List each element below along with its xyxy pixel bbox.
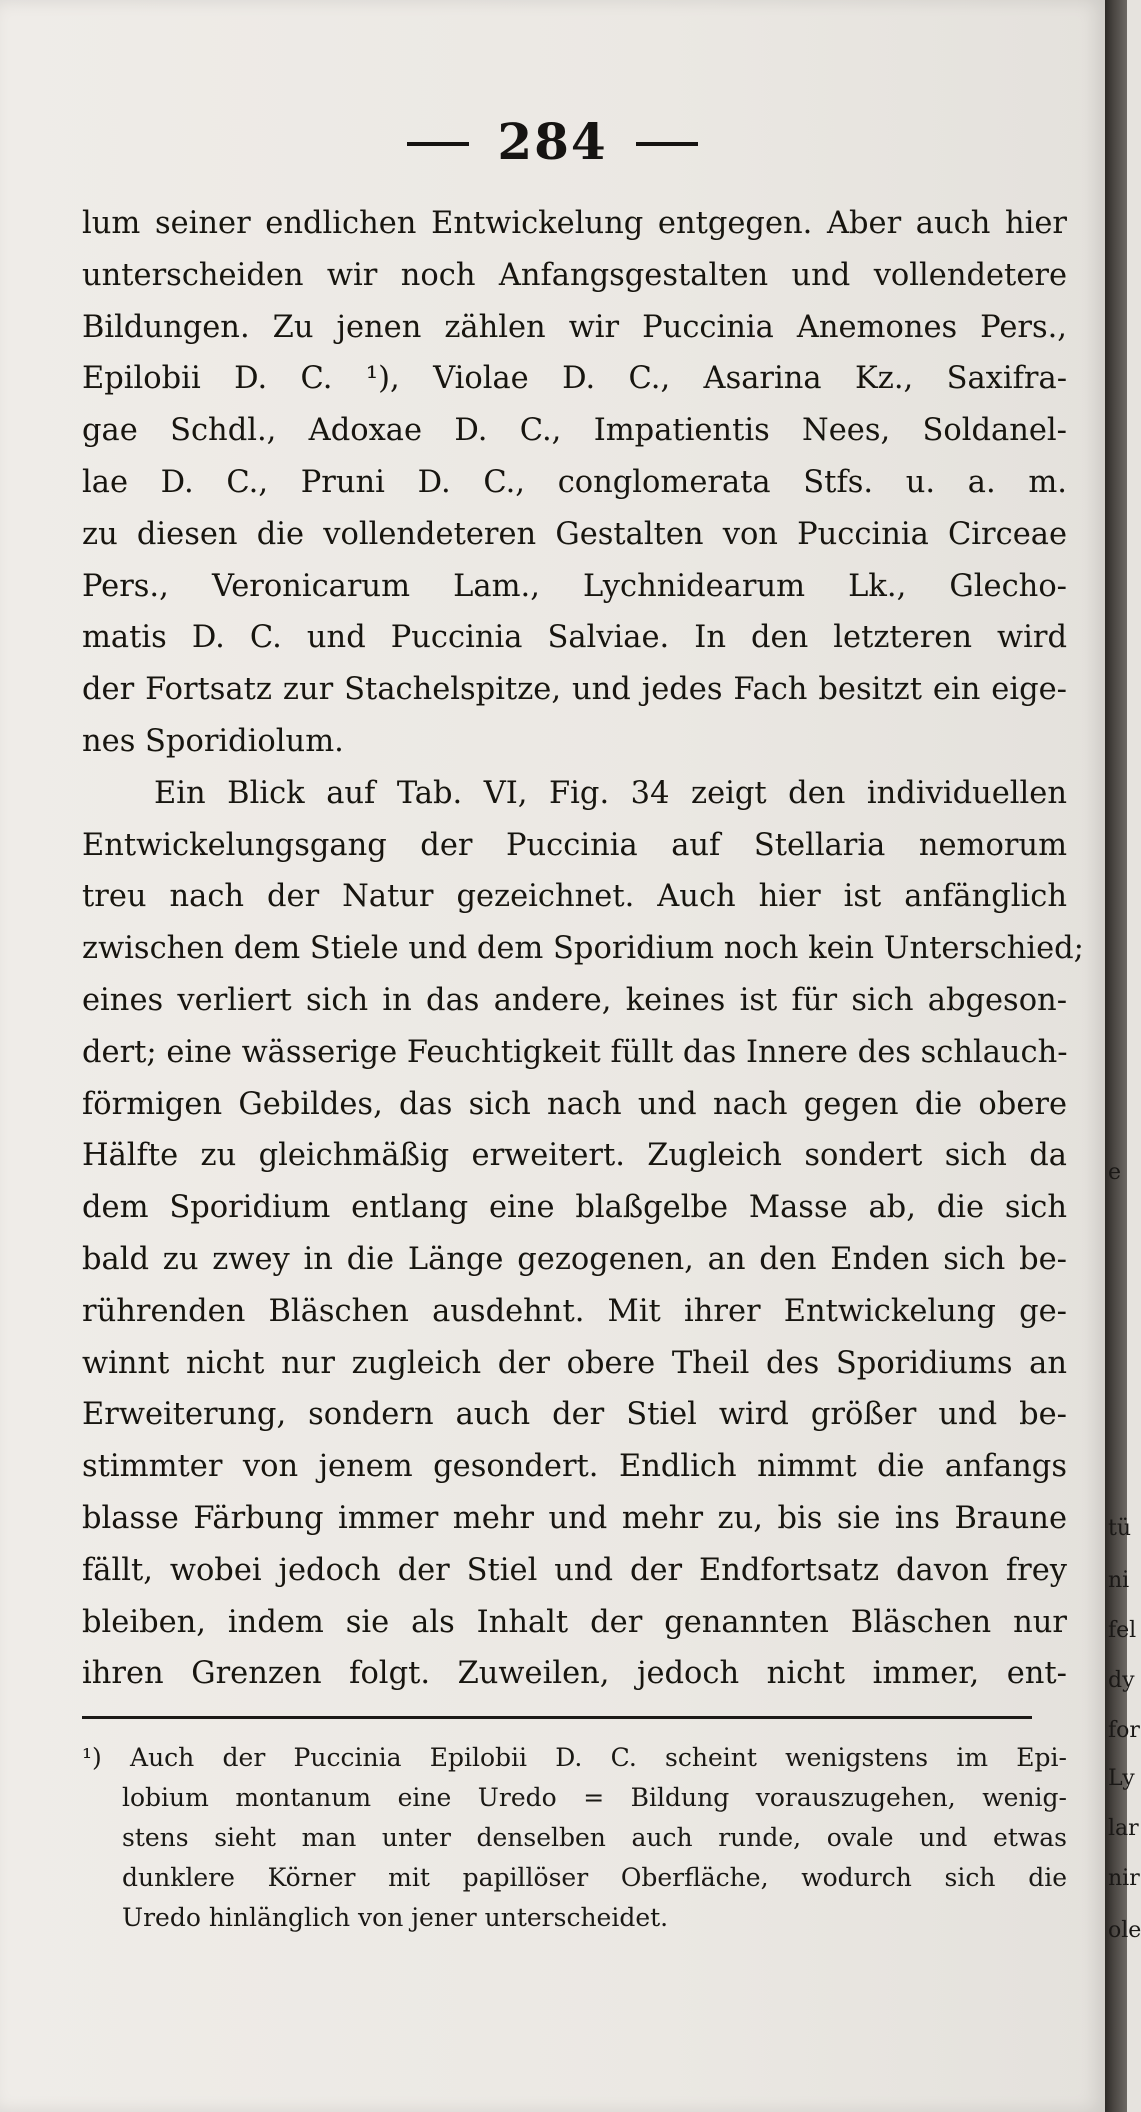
body-line: Hälfte zu gleichmäßig erweitert. Zugleich sondert sich da xyxy=(82,1138,1067,1174)
body-line: bald zu zwey in die Länge gezogenen, an den Enden sich be- xyxy=(82,1241,1067,1277)
body-line: bleiben, indem sie als Inhalt der genannten Bläschen nur xyxy=(82,1604,1067,1640)
header-dash-right xyxy=(636,142,698,146)
body-line: zu diesen die vollendeteren Gestalten von Puccinia Circeae xyxy=(82,516,1067,552)
body-line: zwischen dem Stiele und dem Sporidium noch kein Unterschied; xyxy=(82,931,1084,967)
footnote-rule xyxy=(82,1716,1032,1719)
body-line: stimmter von jenem gesondert. Endlich nimmt die anfangs xyxy=(82,1449,1067,1485)
footnote-line: lobium montanum eine Uredo = Bildung vorauszugehen, wenig- xyxy=(122,1783,1067,1812)
neighbor-page-fragment: for xyxy=(1108,1718,1140,1743)
body-line: blasse Färbung immer mehr und mehr zu, bis sie ins Braune xyxy=(82,1500,1067,1536)
book-gutter xyxy=(1105,0,1141,2112)
page-number: 284 xyxy=(497,112,608,171)
neighbor-page-fragment: e xyxy=(1108,1160,1122,1185)
neighbor-page-fragment: dy xyxy=(1108,1668,1135,1693)
body-line: dert; eine wässerige Feuchtigkeit füllt das Innere des schlauch- xyxy=(82,1034,1068,1070)
neighbor-page-fragment: ole xyxy=(1108,1918,1141,1943)
body-line: dem Sporidium entlang eine blaßgelbe Masse ab, die sich xyxy=(82,1190,1067,1226)
body-line: der Fortsatz zur Stachelspitze, und jedes Fach besitzt ein eige- xyxy=(82,672,1067,708)
neighbor-page-fragment: fel xyxy=(1108,1618,1137,1643)
neighbor-page-fragment: tü xyxy=(1108,1516,1132,1541)
body-line: lae D. C., Pruni D. C., conglomerata Stfs. u. a. m. xyxy=(82,464,1067,500)
footnote-line: dunklere Körner mit papillöser Oberfläche, wodurch sich die xyxy=(122,1863,1067,1892)
body-line: unterscheiden wir noch Anfangsgestalten und vollendetere xyxy=(82,257,1067,293)
body-line: Entwickelungsgang der Puccinia auf Stellaria nemorum xyxy=(82,827,1067,863)
neighbor-page-fragment: Ly xyxy=(1108,1766,1135,1791)
footnote-line: ¹) Auch der Puccinia Epilobii D. C. scheint wenigstens im Epi- xyxy=(82,1743,1067,1772)
body-text xyxy=(82,198,1084,1700)
body-line: treu nach der Natur gezeichnet. Auch hier ist anfänglich xyxy=(82,879,1067,915)
body-line-paragraph-start: Ein Blick auf Tab. VI, Fig. 34 zeigt den individuellen xyxy=(154,775,1067,811)
neighbor-page-fragment: nir xyxy=(1108,1866,1140,1891)
footnote-line: stens sieht man unter denselben auch runde, ovale und etwas xyxy=(122,1823,1067,1852)
body-line: Pers., Veronicarum Lam., Lychnidearum Lk., Glecho- xyxy=(82,568,1067,604)
body-line: ihren Grenzen folgt. Zuweilen, jedoch nicht immer, ent- xyxy=(82,1656,1067,1692)
body-line: lum seiner endlichen Entwickelung entgegen. Aber auch hier xyxy=(82,206,1067,241)
body-line: Erweiterung, sondern auch der Stiel wird größer und be- xyxy=(82,1397,1067,1433)
body-line: fällt, wobei jedoch der Stiel und der Endfortsatz davon frey xyxy=(82,1552,1067,1588)
body-line: winnt nicht nur zugleich der obere Theil des Sporidiums an xyxy=(82,1345,1067,1381)
body-line: förmigen Gebildes, das sich nach und nach gegen die obere xyxy=(82,1086,1067,1122)
body-line: Bildungen. Zu jenen zählen wir Puccinia Anemones Pers., xyxy=(82,309,1067,345)
footnote-line: Uredo hinlänglich von jener unterscheidet. xyxy=(122,1903,669,1932)
header-dash-left xyxy=(407,142,469,146)
body-line: gae Schdl., Adoxae D. C., Impatientis Nees, Soldanel- xyxy=(82,413,1067,449)
body-line: rührenden Bläschen ausdehnt. Mit ihrer Entwickelung ge- xyxy=(82,1293,1067,1329)
body-line: Epilobii D. C. ¹), Violae D. C., Asarina Kz., Saxifra- xyxy=(82,361,1067,397)
footnote xyxy=(82,1738,1067,1938)
neighbor-page-fragment: lar xyxy=(1108,1816,1139,1841)
body-line: matis D. C. und Puccinia Salviae. In den letzteren wird xyxy=(82,620,1067,656)
body-line-paragraph-end: nes Sporidiolum. xyxy=(82,723,344,759)
neighbor-page-fragment: ni xyxy=(1108,1568,1130,1593)
body-line: eines verliert sich in das andere, keines ist für sich abgeson- xyxy=(82,982,1067,1018)
page-header xyxy=(0,112,1105,171)
